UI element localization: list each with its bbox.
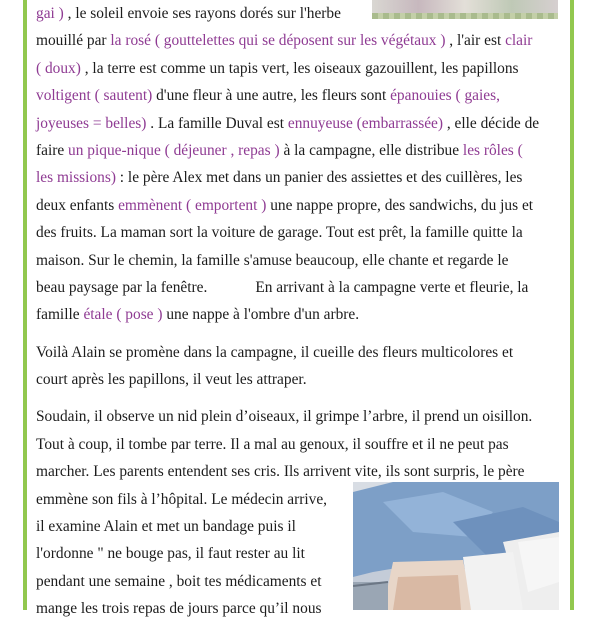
text-line xyxy=(36,110,563,137)
text-line xyxy=(36,301,563,328)
text-segment: : le père Alex met dans un panier des assiettes et des cuillères, les xyxy=(115,169,523,187)
text-segment: beau paysage par la fenêtre. xyxy=(36,278,208,296)
vocabulary-definition: gai ) xyxy=(36,5,64,22)
text-line xyxy=(36,339,563,366)
vocabulary-definition: joyeuses = belles) xyxy=(36,114,147,132)
text-line xyxy=(36,403,563,430)
text-line xyxy=(36,137,563,164)
paragraph-2 xyxy=(36,339,563,394)
text-segment: marcher. Les parents entendent ses cris. Ils arrivent vite, ils sont surpris, le père xyxy=(36,463,525,481)
text-line xyxy=(36,55,563,82)
vocabulary-definition: étale ( pose ) xyxy=(83,306,163,324)
vocabulary-definition: les rôles ( xyxy=(462,141,523,159)
text-segment: , l'air est xyxy=(445,32,506,50)
text-segment: En arrivant à la campagne verte et fleurie, la xyxy=(255,278,529,296)
vocabulary-definition: emmènent ( emportent ) xyxy=(118,196,267,214)
vocabulary-definition: voltigent ( sautent) xyxy=(36,87,153,105)
page-border-right xyxy=(570,0,574,610)
text-segment: il examine Alain et met un bandage puis il xyxy=(36,518,296,536)
text-line xyxy=(36,192,563,219)
text-line xyxy=(36,431,563,458)
text-line xyxy=(36,274,563,301)
text-segment: faire xyxy=(36,141,69,159)
text-segment: pendant une semaine , boit tes médicaments et xyxy=(36,572,322,590)
text-line xyxy=(36,219,563,246)
text-segment: , la terre est comme un tapis vert, les oiseaux gazouillent, les papillons xyxy=(80,59,519,77)
vocabulary-definition: clair xyxy=(505,32,533,50)
text-segment: deux enfants xyxy=(36,196,119,214)
vocabulary-definition: la rosé ( gouttelettes qui se déposent sur les végétaux ) xyxy=(110,32,446,50)
vocabulary-definition: les missions) xyxy=(36,169,116,187)
text-segment: emmène son fils à l’hôpital. Le médecin arrive, xyxy=(36,490,328,508)
text-segment: famille xyxy=(36,306,84,324)
text-segment: l'ordonne " ne bouge pas, il faut rester au lit xyxy=(36,545,305,563)
text-segment: une nappe propre, des sandwichs, du jus et xyxy=(266,196,534,214)
text-segment: court après les papillons, il veut les attraper. xyxy=(36,371,307,389)
page-border-left xyxy=(23,0,27,610)
paragraph-1 xyxy=(36,0,563,329)
text-line xyxy=(36,164,563,191)
text-segment: Tout à coup, il tombe par terre. Il a mal au genoux, il souffre et il ne peut pas xyxy=(36,435,509,453)
text-segment: Voilà Alain se promène dans la campagne, il cueille des fleurs multicolores et xyxy=(36,343,514,361)
text-segment: , le soleil envoie ses rayons dorés sur l'herbe xyxy=(63,5,341,22)
text-segment: des fruits. La maman sort la voiture de garage. Tout est prêt, la famille quitte la xyxy=(36,224,523,242)
text-line xyxy=(36,247,563,274)
text-line xyxy=(36,27,563,54)
text-line xyxy=(36,0,563,27)
text-line xyxy=(36,82,563,109)
text-segment: maison. Sur le chemin, la famille s'amuse beaucoup, elle chante et regarde le xyxy=(36,251,509,269)
text-line xyxy=(36,366,563,393)
text-segment: une nappe à l'ombre d'un arbre. xyxy=(162,306,360,324)
text-segment: mange les trois repas de jours parce qu’il nous xyxy=(36,600,322,618)
hospital-photo xyxy=(353,482,559,610)
vocabulary-definition: ennuyeuse (embarrassée) xyxy=(287,114,443,132)
vocabulary-definition: épanouies ( gaies, xyxy=(390,87,500,105)
bandaged-leg-illustration xyxy=(353,482,559,610)
text-segment: à la campagne, elle distribue xyxy=(279,141,463,159)
text-segment: Soudain, il observe un nid plein d’oiseaux, il grimpe l’arbre, il prend un oisillon. xyxy=(36,408,533,426)
text-segment: . La famille Duval est xyxy=(146,114,288,132)
vocabulary-definition: ( doux) xyxy=(36,59,81,77)
text-segment: mouillé par xyxy=(36,32,111,50)
text-segment: , elle décide de xyxy=(442,114,540,132)
text-segment: d'une fleur à une autre, les fleurs sont xyxy=(152,87,391,105)
vocabulary-definition: un pique-nique ( déjeuner , repas ) xyxy=(68,141,280,159)
